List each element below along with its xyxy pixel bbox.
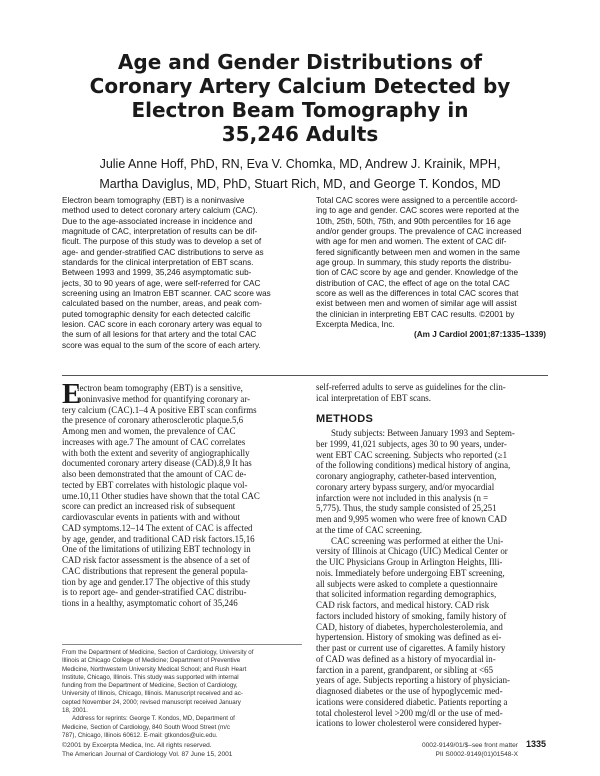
body-line: tion by age and gender.17 The objective of this study xyxy=(62,576,251,587)
body-line: increases with age.7 The amount of CAC correlates xyxy=(62,436,246,447)
footer-left xyxy=(62,741,232,759)
abstract-line: standards for the clinical interpretation of EBT scans. xyxy=(62,258,254,268)
body-line: all subjects were asked to complete a questionnaire xyxy=(316,578,498,589)
issn-line: 0002-9149/01/$–see front matter xyxy=(421,742,518,749)
methods-heading: METHODS xyxy=(316,413,374,425)
abstract-line: method used to detect coronary artery calcium (CAC). xyxy=(62,206,258,216)
abstract-line: magnitude of CAC, interpretation of results can be dif- xyxy=(62,227,258,237)
abstract-line: score as well as the differences in total CAC scores that xyxy=(316,289,519,299)
body-line: self-referred adults to serve as guidelines for the clin- xyxy=(316,382,506,392)
footnote-line: 787), Chicago, Illinois 60612. E-mail: gtkondos@uic.edu. xyxy=(62,731,218,739)
abstract-line: age- and gender-stratified CAC distributions to serve as xyxy=(62,247,264,257)
body-line: the presence of coronary atherosclerotic plaque.5,6 xyxy=(62,415,244,426)
abstract-line: the sum of all lesions for that artery and the total CAC xyxy=(62,330,257,340)
body-right-column-top xyxy=(316,382,548,404)
body-line: coronary angiography, catheter-based intervention, xyxy=(316,471,497,481)
footnote-line: Institute, Chicago, Illinois. This study was supported with internal xyxy=(62,673,239,681)
journal-citation: (Am J Cardiol 2001;87:1335–1339) xyxy=(414,330,546,340)
body-line: Among men and women, the prevalence of CAC xyxy=(62,426,236,436)
footnote-line: Illinois at Chicago College of Medicine; Department of Preventive xyxy=(62,657,241,665)
body-line: went EBT CAC screening. Subjects who reported (≥1 xyxy=(316,449,508,460)
page-number: 1335 xyxy=(526,739,547,749)
body-line: coronary artery bypass surgery, and/or myocardial xyxy=(316,481,495,492)
journal-issue-line: The American Journal of Cardiology Vol. 87 June 15, 2001 xyxy=(62,751,233,758)
body-line: by age, gender, and traditional CAD risk factors.15,16 xyxy=(62,533,255,544)
body-line: tected by EBT correlates with histologic plaque vol- xyxy=(62,479,248,490)
abstract-line: age group. In summary, this study reports the distribu- xyxy=(316,258,512,268)
body-line: CAD, history of diabetes, hypercholesterolemia, and xyxy=(316,621,503,632)
copyright-line: ©2001 by Excerpta Medica, Inc. All rights reserved. xyxy=(62,742,212,749)
body-line: infarction were not included in this analysis (n = xyxy=(316,492,489,503)
body-line: nois. Immediately before undergoing EBT screening, xyxy=(316,567,505,578)
body-line: hypertension. History of smoking was defined as ei- xyxy=(316,632,502,643)
body-line: ications to lower cholesterol were considered hyper- xyxy=(316,718,502,729)
body-line: ume.10,11 Other studies have shown that the total CAC xyxy=(62,490,260,501)
abstract-line: with age for men and women. The extent of CAC dif- xyxy=(316,237,507,247)
abstract-line: calculated based on the number, areas, and peak com- xyxy=(62,299,262,309)
body-line: that solicited information regarding demographics, xyxy=(316,589,497,600)
footnote-line: 18, 2001. xyxy=(62,707,88,715)
body-line: the UIC Physicians Group in Arlington Heights, Illi- xyxy=(316,557,503,567)
body-line: with both the extent and severity of angiographically xyxy=(62,447,250,458)
author-line: Martha Daviglus, MD, PhD, Stuart Rich, MD, and George T. Kondos, MD xyxy=(99,177,501,191)
body-line: factors included history of smoking, family history of xyxy=(316,610,507,621)
footnote-line: Medicine, Northwestern University Medical School; and Rush Heart xyxy=(62,665,247,673)
abstract-line: 10th, 25th, 50th, 75th, and 90th percentiles for 16 age xyxy=(316,216,511,226)
body-line: noninvasive method for quantifying coronary ar- xyxy=(77,393,251,404)
abstract-line: jects, 30 to 90 years of age, were self-referred for CAC xyxy=(62,278,261,288)
body-line: 5,775). Thus, the study sample consisted of 25,251 xyxy=(316,503,497,514)
body-line: CAD symptoms.12–14 The extent of CAC is affected xyxy=(62,522,253,533)
abstract-line: Total CAC scores were assigned to a percentile accord- xyxy=(316,196,518,205)
abstract-line: Between 1993 and 1999, 35,246 asymptomatic sub- xyxy=(62,268,252,278)
abstract-line: and/or gender groups. The prevalence of CAC increased xyxy=(316,227,522,237)
drop-cap: E xyxy=(62,378,82,410)
footnote-line: funding from the Department of Medicine, Section of Cardiology, xyxy=(62,682,238,690)
body-line: tions in a healthy, asymptomatic cohort of 35,246 xyxy=(62,598,238,608)
footnote-line: Address for reprints: George T. Kondos, MD, Department of xyxy=(72,715,235,723)
body-right-column xyxy=(316,428,548,729)
body-line: years of age. Subjects reporting a history of physician- xyxy=(316,675,510,686)
body-line: total cholesterol level >200 mg/dl or the use of med- xyxy=(316,707,503,718)
article-title xyxy=(0,50,600,146)
abstract-line: puted tomographic density for each detected calcific xyxy=(62,309,251,319)
body-line: CAC distributions that represent the general popula- xyxy=(62,565,248,576)
abstract-line: tion of CAC score by age and gender. Knowledge of the xyxy=(316,268,519,278)
pii-line: PII S0002-9149(01)01548-X xyxy=(435,751,518,758)
abstract-left-column xyxy=(62,196,302,351)
body-line: diagnosed diabetes or the use of hypoglycemic med- xyxy=(316,686,503,696)
title-line: 35,246 Adults xyxy=(221,122,379,146)
body-line: lectron beam tomography (EBT) is a sensitive, xyxy=(77,383,243,393)
abstract-line: score was equal to the sum of the score of each artery. xyxy=(62,340,261,350)
affiliation-footnote xyxy=(62,649,302,740)
title-line: Age and Gender Distributions of xyxy=(117,50,483,74)
body-line: tery calcium (CAC).1–4 A positive EBT scan confirms xyxy=(62,404,257,415)
title-line: Coronary Artery Calcium Detected by xyxy=(89,74,511,98)
body-line: of the following conditions) medical history of angina, xyxy=(316,460,511,471)
abstract-line: ficult. The purpose of this study was to develop a set of xyxy=(62,237,262,247)
body-line: CAD risk factors, and medical history. CAD risk xyxy=(316,600,490,610)
abstract-line: fered significantly between men and women in the same xyxy=(316,247,520,257)
abstract-line: Electron beam tomography (EBT) is a noninvasive xyxy=(62,196,245,205)
abstract-right-column xyxy=(316,196,546,341)
title-line: Electron Beam Tomography in xyxy=(131,98,469,122)
body-line: ber 1999, 41,021 subjects, ages 30 to 90 years, under- xyxy=(316,438,507,449)
author-line: Julie Anne Hoff, PhD, RN, Eva V. Chomka, MD, Andrew J. Krainik, MPH, xyxy=(99,157,501,171)
footnote-line: Medicine, Section of Cardiology, 840 South Wood Street (m/c xyxy=(62,723,230,731)
body-line: of CAD was defined as a history of myocardial in- xyxy=(316,653,496,664)
body-line: versity of Illinois at Chicago (UIC) Medical Center or xyxy=(316,546,508,557)
footer-right xyxy=(398,741,518,759)
abstract-line: distribution of CAC, the effect of age on the total CAC xyxy=(316,278,510,288)
body-line: score can predict an increased risk of subsequent xyxy=(62,501,236,512)
footnote-line: cepted November 24, 2000; revised manuscript received January xyxy=(62,698,241,706)
footnote-line: University of Illinois, Chicago, Illinois. Manuscript received and ac- xyxy=(62,690,243,698)
abstract-line: ing to age and gender. CAC scores were reported at the xyxy=(316,206,519,216)
body-line: also been demonstrated that the amount of CAC de- xyxy=(62,469,247,479)
body-line: at the time of CAC screening. xyxy=(316,524,422,535)
abstract-line: lesion. CAC score in each coronary artery was equal to xyxy=(62,320,262,330)
author-list xyxy=(0,154,600,194)
body-line: ther past or current use of cigarettes. A family history xyxy=(316,643,506,653)
body-line: men and 9,995 women who were free of known CAD xyxy=(316,514,507,524)
abstract-line: Excerpta Medica, Inc. xyxy=(316,320,395,330)
body-line: cardiovascular events in patients with and without xyxy=(62,512,240,522)
body-line: documented coronary artery disease (CAD).8,9 It has xyxy=(62,458,252,469)
footnote-divider xyxy=(62,644,302,645)
body-line: Study subjects: Between January 1993 and Septem- xyxy=(331,428,515,438)
body-line: CAC screening was performed at either the Uni- xyxy=(331,535,504,546)
footnote-line: From the Department of Medicine, Section of Cardiology, University of xyxy=(62,649,254,656)
body-line: One of the limitations of utilizing EBT technology in xyxy=(62,544,251,555)
abstract-divider xyxy=(62,375,548,376)
abstract-line: exist between men and women of similar age will assist xyxy=(316,299,517,309)
body-line: CAD risk factor assessment is the absence of a set of xyxy=(62,555,250,565)
body-left-column xyxy=(62,378,302,609)
abstract-line: the clinician in interpreting EBT CAC results. ©2001 by xyxy=(316,309,515,319)
body-line: farction in a parent, grandparent, or sibling at <65 xyxy=(316,664,494,675)
abstract-line: screening using an Imatron EBT scanner. CAC score was xyxy=(62,289,271,299)
body-line: ications were considered diabetic. Patients reporting a xyxy=(316,696,508,707)
abstract-line: Due to the age-associated increase in incidence and xyxy=(62,216,253,226)
body-line: is to report age- and gender-stratified CAC distribu- xyxy=(62,587,247,598)
body-line: ical interpretation of EBT scans. xyxy=(316,392,431,403)
